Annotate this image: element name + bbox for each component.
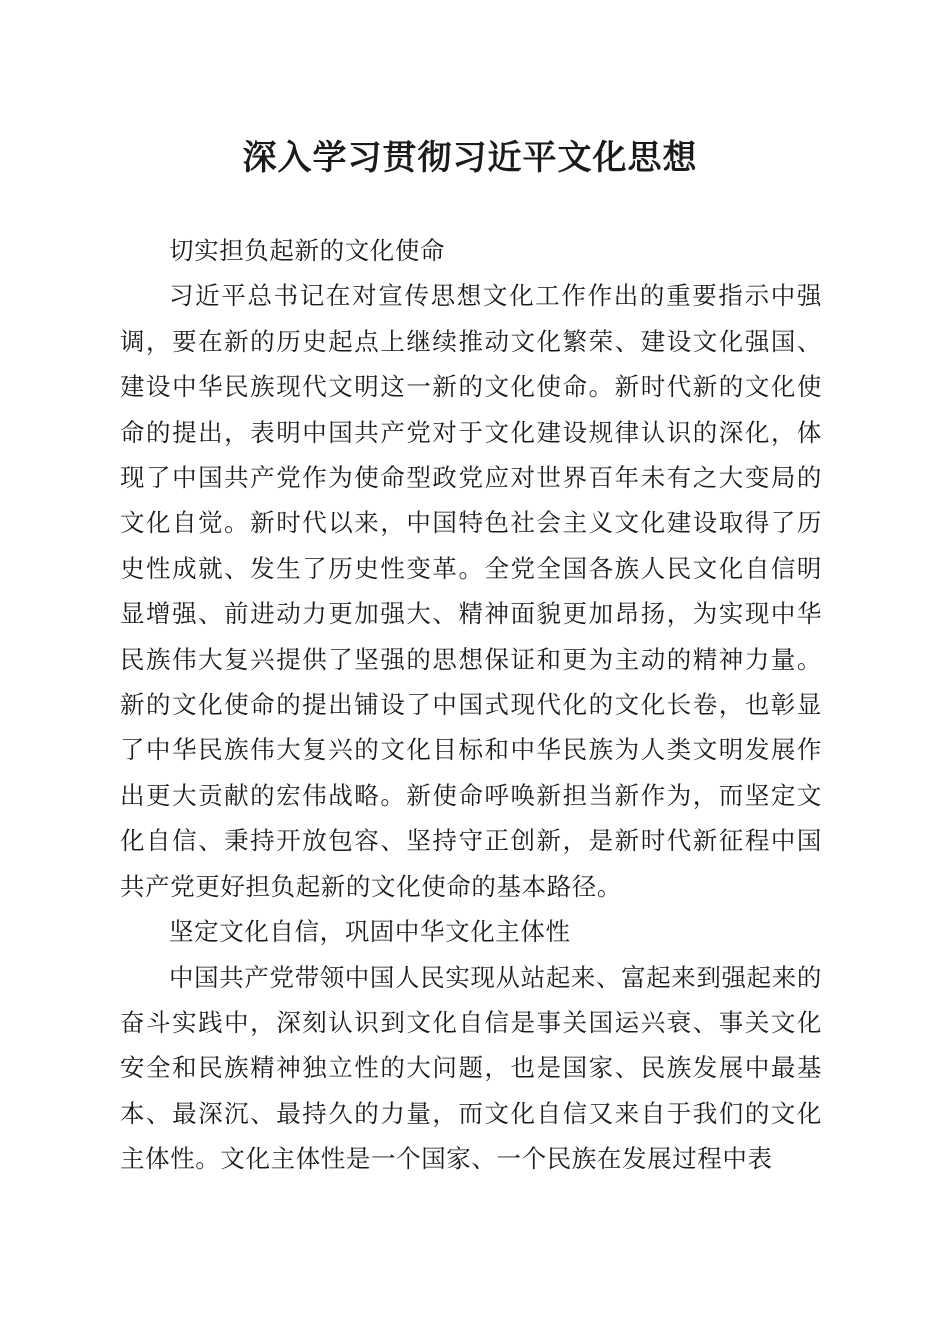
section-heading: 切实担负起新的文化使命 (169, 236, 446, 265)
body-paragraph: 习近平总书记在对宣传思想文化工作作出的重要指示中强调，要在新的历史起点上继续推动文化繁荣、建设文化强国、建设中华民族现代文明这一新的文化使命。新时代新的文化使命的提出，表明中国共产党对于文化建设规律认识的深化，体现了中国共产党作为使命型政党应对世界百年未有之大变局的文化自觉。新时代以来，中国特色社会主义文化建设取得了历史性成就、发生了历史性变革。全党全国各族人民文化自信明显增强、前进动力更加强大、精神面貌更加昂扬，为实现中华民族伟大复兴提供了坚强的思想保证和更为主动的精神力量。新的文化使命的提出铺设了中国式现代化的文化长卷，也彰显了中华民族伟大复兴的文化目标和中华民族为人类文明发展作出更大贡献的宏伟战略。新使命呼唤新担当新作为，而坚定文化自信、秉持开放包容、坚持守正创新，是新时代新征程中国共产党更好担负起新的文化使命的基本路径。 (120, 281, 822, 901)
document-body (120, 228, 822, 1182)
section-heading: 坚定文化自信，巩固中华文化主体性 (169, 917, 571, 947)
body-paragraph: 中国共产党带领中国人民实现从站起来、富起来到强起来的奋斗实践中，深刻认识到文化自信是事关国运兴衰、事关文化安全和民族精神独立性的大问题，也是国家、民族发展中最基本、最深沉、最持久的力量，而文化自信又来自于我们的文化主体性。文化主体性是一个国家、一个民族在发展过程中表 (120, 962, 822, 1174)
document-title: 深入学习贯彻习近平文化思想 (242, 138, 698, 178)
